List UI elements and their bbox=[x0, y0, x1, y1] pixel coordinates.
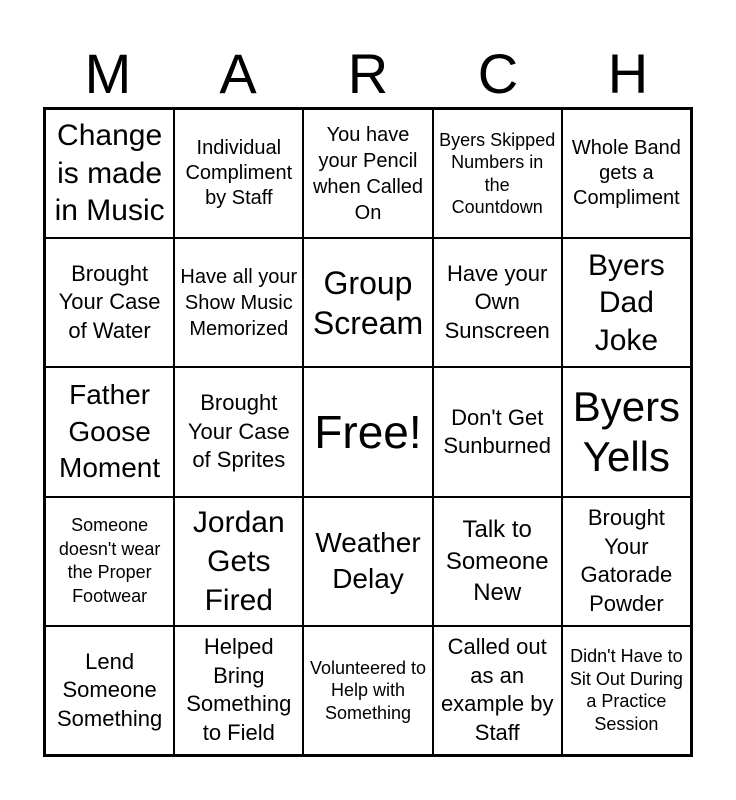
bingo-cell[interactable] bbox=[174, 367, 303, 496]
title-letter-c: C bbox=[477, 42, 519, 105]
cell-text: Individual Compliment by Staff bbox=[185, 137, 293, 210]
bingo-cell[interactable] bbox=[562, 238, 691, 367]
bingo-cell[interactable] bbox=[433, 626, 562, 755]
cell-text: Brought Your Case of Water bbox=[58, 260, 161, 344]
bingo-card bbox=[43, 107, 693, 757]
bingo-cell[interactable] bbox=[45, 626, 174, 755]
bingo-cell[interactable] bbox=[303, 238, 432, 367]
bingo-cell[interactable] bbox=[433, 497, 562, 626]
bingo-cell[interactable] bbox=[303, 109, 432, 238]
cell-text: Talk to Someone New bbox=[445, 516, 549, 606]
cell-text: Byers Skipped Numbers in the Countdown bbox=[439, 129, 556, 218]
cell-text: Brought Your Case of Sprites bbox=[187, 390, 290, 473]
cell-text: Byers Yells bbox=[572, 382, 681, 480]
bingo-cell[interactable] bbox=[562, 497, 691, 626]
cell-text: You have your Pencil when Called On bbox=[312, 123, 424, 224]
title-letter-h: H bbox=[607, 42, 649, 105]
cell-text: Lend Someone Something bbox=[57, 648, 163, 731]
cell-text: Byers Dad Joke bbox=[588, 248, 665, 357]
cell-text: Have all your Show Music Memorized bbox=[180, 265, 298, 340]
cell-text: Someone doesn't wear the Proper Footwear bbox=[58, 515, 161, 606]
bingo-cell[interactable] bbox=[433, 238, 562, 367]
cell-text: Weather Delay bbox=[315, 526, 421, 595]
bingo-cell[interactable] bbox=[45, 238, 174, 367]
cell-text: Volunteered to Help with Something bbox=[309, 657, 427, 723]
title-letter-a: A bbox=[219, 42, 257, 105]
cell-text: Group Scream bbox=[312, 264, 424, 341]
cell-text: Brought Your Gatorade Powder bbox=[580, 505, 673, 616]
cell-text: Don't Get Sunburned bbox=[443, 405, 552, 458]
bingo-cell[interactable] bbox=[174, 238, 303, 367]
free-space[interactable] bbox=[303, 367, 432, 496]
cell-text: Father Goose Moment bbox=[59, 379, 161, 484]
bingo-cell[interactable] bbox=[174, 497, 303, 626]
cell-text: Have your Own Sunscreen bbox=[444, 260, 550, 344]
cell-text: Whole Band gets a Compliment bbox=[571, 137, 681, 210]
bingo-cell[interactable] bbox=[303, 497, 432, 626]
bingo-cell[interactable] bbox=[45, 367, 174, 496]
cell-text: Didn't Have to Sit Out During a Practice Session bbox=[569, 646, 683, 734]
cell-text: Change is made in Music bbox=[54, 119, 165, 228]
bingo-cell[interactable] bbox=[433, 367, 562, 496]
bingo-cell[interactable] bbox=[303, 626, 432, 755]
free-space-text: Free! bbox=[314, 405, 422, 458]
cell-text: Jordan Gets Fired bbox=[192, 505, 285, 617]
title-letter-r: R bbox=[347, 42, 389, 105]
bingo-cell[interactable] bbox=[562, 109, 691, 238]
bingo-cell[interactable] bbox=[45, 109, 174, 238]
bingo-cell[interactable] bbox=[433, 109, 562, 238]
bingo-cell[interactable] bbox=[45, 497, 174, 626]
cell-text: Helped Bring Something to Field bbox=[186, 634, 292, 745]
title-letter-m: M bbox=[84, 42, 132, 105]
bingo-cell[interactable] bbox=[174, 109, 303, 238]
cell-text: Called out as an example by Staff bbox=[440, 634, 554, 745]
bingo-cell[interactable] bbox=[174, 626, 303, 755]
bingo-title bbox=[43, 40, 693, 108]
bingo-cell[interactable] bbox=[562, 626, 691, 755]
bingo-cell[interactable] bbox=[562, 367, 691, 496]
